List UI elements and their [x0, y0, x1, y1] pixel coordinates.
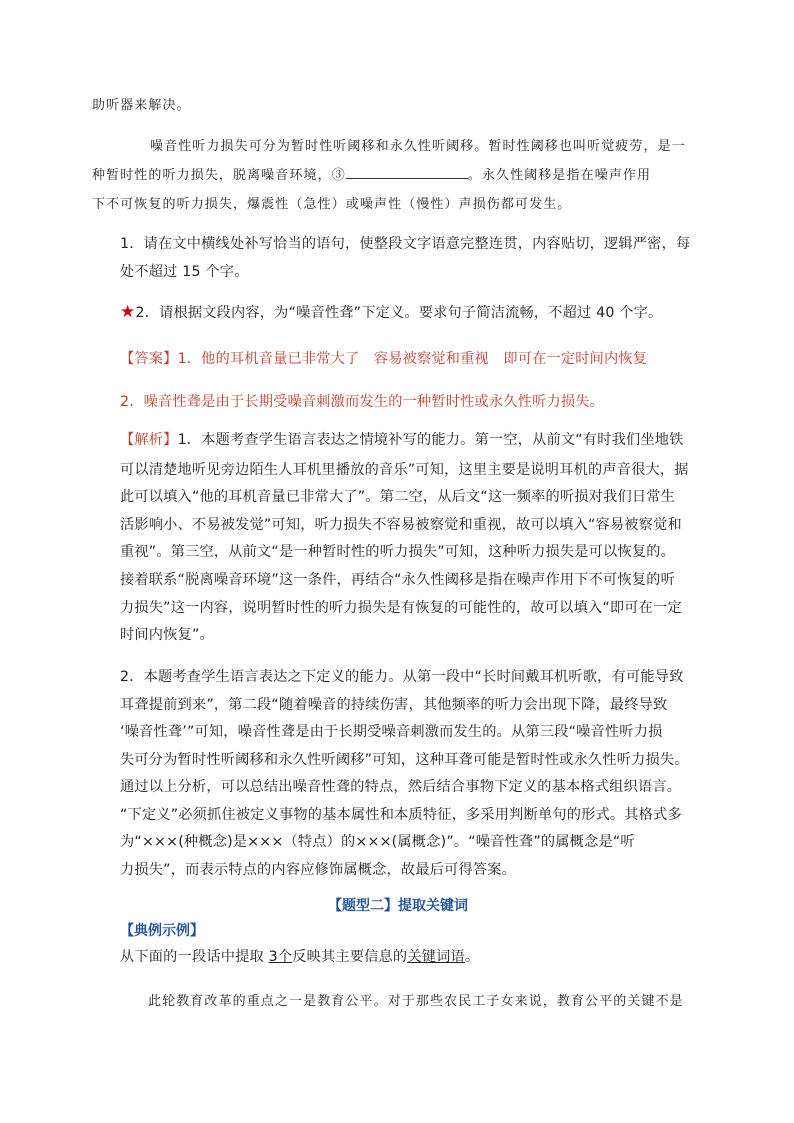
section-title: 【题型二】提取关键词 [328, 898, 468, 914]
analysis-line: 失可分为暂时性听阈移和永久性听阈移”可知，这种耳聋可能是暂时性或永久性听力损失。 [120, 752, 689, 768]
analysis-line: 为“×××(种概念)是×××（特点）的×××(属概念)”。“噪音性聋”的属概念是“听 [120, 834, 635, 850]
task-text: 反映其主要信息的 [292, 949, 408, 965]
passage-line: 噪音性听力损失可分为暂时性听阈移和永久性听阈移。暂时性阈移也叫听觉疲劳，是一 [150, 139, 686, 154]
task-underline: 3个 [268, 949, 293, 965]
passage-line: 助听器来解决。 [92, 98, 191, 113]
question-1: 1．请在文中横线处补写恰当的语句，使整段文字语意完整连贯，内容贴切，逻辑严密，每 [120, 236, 691, 252]
analysis-line: 此可以填入“他的耳机音量已非常大了”。第二空，从后文“这一频率的听损对我们日常生 [120, 489, 675, 505]
fill-blank [346, 166, 468, 179]
analysis-line [120, 429, 684, 449]
analysis-text: 1．本题考查学生语言表达之情境补写的能力。第一空，从前文“有时我们坐地铁 [177, 432, 684, 448]
analysis-line: 重视”。第三空，从前文“是一种暂时性的听力损失”可知，这种听力损失是可以恢复的。 [120, 544, 675, 560]
passage-line [92, 164, 651, 183]
analysis-line: 耳聋提前到来”，第二段“随着噪音的持续伤害，其他频率的听力会出现下降，最终导致 [120, 697, 668, 713]
task-underline: 关键词语 [407, 949, 465, 965]
passage-text: 。永久性阈移是指在噪声作用 [467, 168, 652, 183]
task-line [120, 946, 479, 966]
analysis-line: 接着联系“脱离噪音环境”这一条件，再结合“永久性阈移是指在噪声作用下不可恢复的听 [120, 572, 675, 588]
passage-line: 下不可恢复的听力损失，爆震性（急性）或噪声性（慢性）声损伤都可发生。 [92, 197, 572, 212]
star-icon: ★ [120, 302, 136, 322]
passage-text: 种暂时性的听力损失，脱离噪音环境，③ [92, 168, 346, 183]
analysis-line: 时间内恢复”。 [120, 627, 214, 643]
task-text: 。 [464, 949, 480, 965]
task-text: 从下面的一段话中提取 [120, 949, 269, 965]
analysis-line: 力损失”，而表示特点的内容应修饰属概念，故最后可得答案。 [120, 862, 517, 878]
analysis-label: 【解析】 [120, 432, 178, 448]
analysis-line: 通过以上分析，可以总结出噪音性聋的特点，然后结合事物下定义的基本格式组织语言。 [120, 779, 682, 795]
question-2 [120, 302, 662, 322]
analysis-line: 力损失”这一内容，说明暂时性的听力损失是有恢复的可能性的，故可以填入“即可在一定 [120, 600, 682, 616]
analysis-line: 可以清楚地听见旁边陌生人耳机里播放的音乐”可知，这里主要是说明耳机的声音很大，据 [120, 462, 689, 478]
passage-line: 此轮教育改革的重点之一是教育公平。对于那些农民工子女来说，教育公平的关键不是 [148, 994, 684, 1009]
answer-line [120, 348, 647, 368]
answer-1: 1．他的耳机音量已非常大了 容易被察觉和重视 即可在一定时间内恢复 [177, 351, 648, 367]
analysis-line: 2．本题考查学生语言表达之下定义的能力。从第一段中“长时间戴耳机听歌，有可能导致 [120, 669, 684, 685]
analysis-line: 活影响小、不易被发觉”可知，听力损失不容易被察觉和重视，故可以填入“容易被察觉和 [120, 517, 682, 533]
answer-2: 2．噪音性聋是由于长期受噪音刺激而发生的一种暂时性或永久性听力损失。 [120, 394, 605, 410]
example-label: 【典例示例】 [120, 923, 204, 939]
question-1-cont: 处不超过 15 个字。 [120, 264, 249, 280]
analysis-line: ‘噪音性聋’”可知，噪音性聋是由于长期受噪音刺激而发生的。从第三段“噪音性听力损 [120, 724, 663, 740]
question-2-text: 2．请根据文段内容，为“噪音性聋”下定义。要求句子简洁流畅，不超过 40 个字。 [135, 305, 663, 321]
analysis-line: “下定义”必须抓住被定义事物的基本属性和本质特征，多采用判断单句的形式。其格式多 [120, 807, 682, 823]
answer-label: 【答案】 [120, 351, 178, 367]
